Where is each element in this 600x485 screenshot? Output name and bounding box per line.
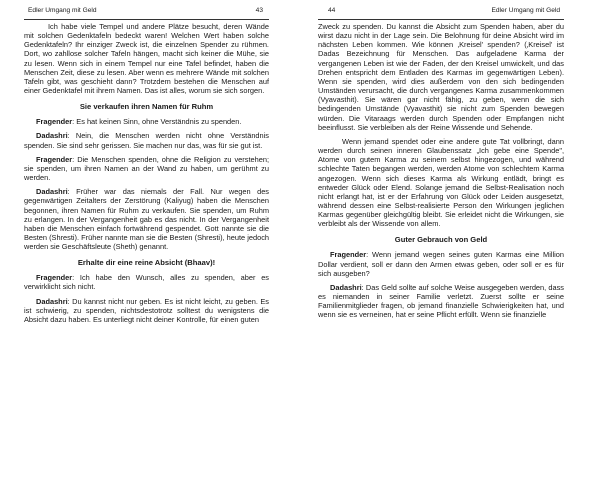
speaker-name: Fragender	[36, 117, 73, 127]
right-page	[318, 0, 564, 485]
dialogue-paragraph	[24, 155, 269, 182]
dialogue-text: : Die Menschen spenden, ohne die Religion zu verstehen; sie spenden, um ihren Namen an der Wand zu haben, um gerühmt zu werden.	[24, 154, 269, 183]
left-page	[24, 0, 269, 485]
speaker-name: Fragender	[36, 154, 73, 164]
dialogue-paragraph	[24, 297, 269, 324]
body-paragraph: Ich habe viele Tempel und andere Plätze besucht, deren Wände mit solchen Gedenktafeln bedeckt waren! Welchen Wert haben solche Gedenktafeln? Ihr einziger Zweck ist, die einzelnen Spender zu rühmen. Dort, wo zahllose solcher Tafeln hängen, macht sich keiner die Mühe, sie zu lesen. Wenn sich in einem Tempel nur eine Tafel befindet, haben die Menschen Zeit, diese zu lesen. Aber wenn es mehrere Wände mit solchen Tafeln gibt, was geschieht dann? Trotzdem bestehen die Menschen auf einer Gedenktafel mit ihrem Namen. Das ist alles, worum sie sich sorgen.	[24, 22, 269, 96]
section-heading: Sie verkaufen ihren Namen für Ruhm	[79, 102, 214, 112]
dialogue-text: : Wenn jemand wegen seines guten Karmas eine Million Dollar verdient, soll er dann den Armen etwas geben, oder soll er es für sich ausgeben?	[318, 250, 564, 278]
left-running-head	[24, 7, 269, 20]
dialogue-paragraph	[24, 187, 269, 251]
speaker-name: Dadashri	[36, 187, 68, 197]
right-running-title: Edler Umgang mit Geld	[491, 7, 560, 14]
dialogue-paragraph	[24, 273, 269, 291]
dialogue-text: : Ich habe den Wunsch, alles zu spenden, aber es verwirklicht sich nicht.	[24, 273, 269, 292]
right-page-body	[318, 22, 564, 320]
dialogue-text: : Das Geld sollte auf solche Weise ausgegeben werden, dass es niemanden in seiner Familie verletzt. Zuerst sollte er seine Familienmitglieder fragen, ob jemand finanzielle Schwierigkeiten hat, und wenn sie es verneinen, hat er seine Pflicht erfüllt. Wenn sie finanzielle	[318, 282, 564, 320]
section-heading: Guter Gebrauch von Geld	[394, 235, 488, 245]
speaker-name: Fragender	[330, 250, 367, 260]
dialogue-text: : Früher war das niemals der Fall. Nur wegen des gegenwärtigen Zeitalters der Zerstörung (Kaliyug) haben die Menschen begonnen, ihren Namen für Ruhm zu verkaufen. Sie spenden, um Ruhm zu erlangen. In der Vergangenheit gab es das nicht. In der Vergangenheit haben die Menschen einfach fortwährend gespendet. Gott nannte sie die Besten (Shresti). Früher nannte man sie die Besten (Shresti), heute jedoch werden sie Geschäftsleute (Sheth) genannt.	[24, 187, 269, 252]
dialogue-paragraph	[318, 283, 564, 320]
speaker-name: Fragender	[36, 273, 73, 283]
left-running-title: Edler Umgang mit Geld	[28, 7, 97, 14]
right-page-number: 44	[328, 7, 336, 14]
dialogue-text: : Nein, die Menschen werden nicht ohne Verständnis spenden. Sie sind sehr gerissen. Sie machen nur das, was für sie gut ist.	[24, 131, 269, 150]
section-heading: Erhalte dir eine reine Absicht (Bhaav)!	[77, 258, 216, 268]
right-running-head	[318, 7, 564, 20]
speaker-name: Dadashri	[36, 131, 68, 141]
dialogue-paragraph	[24, 131, 269, 149]
dialogue-text: : Du kannst nicht nur geben. Es ist nicht leicht, zu geben. Es ist schwierig, zu spenden, nichtsdestotrotz solltest du wenigstens die Absicht dazu haben. Es unterliegt nicht deiner Kontrolle, für einen guten	[24, 296, 269, 324]
speaker-name: Dadashri	[36, 296, 68, 306]
dialogue-paragraph	[318, 250, 564, 277]
dialogue-text: : Es hat keinen Sinn, ohne Verständnis zu spenden.	[72, 117, 242, 127]
body-paragraph: Zweck zu spenden. Du kannst die Absicht zum Spenden haben, aber du wirst dazu nicht in der Lage sein. Die Belohnung für deine Absicht wird im nächsten Leben kommen. Wie können ‚Kreisel' spenden? (‚Kreisel' ist Dadas Bezeichnung für Menschen. Das aufgeladene Karma der vergangenen Leben ist wie der Faden, der den Kreisel umwickelt, und das Drehen entspricht dem Entladen des Karmas im gegenwärtigen Leben). Wenn sie spenden, wird dies außerdem von den sich bedingenden Umständen verursacht, die durch vergangenes Karma zusammenkommen (Vyavasthit). Sie wären gar nicht fähig, zu geben, wenn die sich bedingenden Umstände (Vyavasthit) sie nicht zum Spenden bewegen würden. Die Vitaraags werden durch Spenden oder Empfangen nicht beeinflusst. Sie verbleiben als der Reine Wissende und Sehende.	[318, 22, 564, 132]
left-page-body	[24, 22, 269, 324]
dialogue-paragraph	[24, 117, 269, 126]
speaker-name: Dadashri	[330, 282, 362, 292]
body-paragraph: Wenn jemand spendet oder eine andere gute Tat vollbringt, dann werden durch seinen inneren Glaubenssatz „Ich gebe eine Spende", Atome von gutem Karma zu seinem selbst hingezogen, und während schlechte Taten begangen werden, werden Atome von schlechtem Karma angezogen. Wenn sich dieses Karma als Wirkung entlädt, bringt es entweder Glück oder Elend. Solange jemand die Selbst-Realisation noch nicht erlangt hat, ist er der Erfahrung von Glück oder Leiden ausgesetzt, während dessen eine Selbst-realisierte Person den Wirkungen jeglichen Karmas gegenüber gleichgültig bleibt. Sie erleidet nicht die Wirkungen, sie verbleibt als der Wissende von allem.	[318, 136, 564, 229]
left-page-number: 43	[255, 7, 263, 14]
